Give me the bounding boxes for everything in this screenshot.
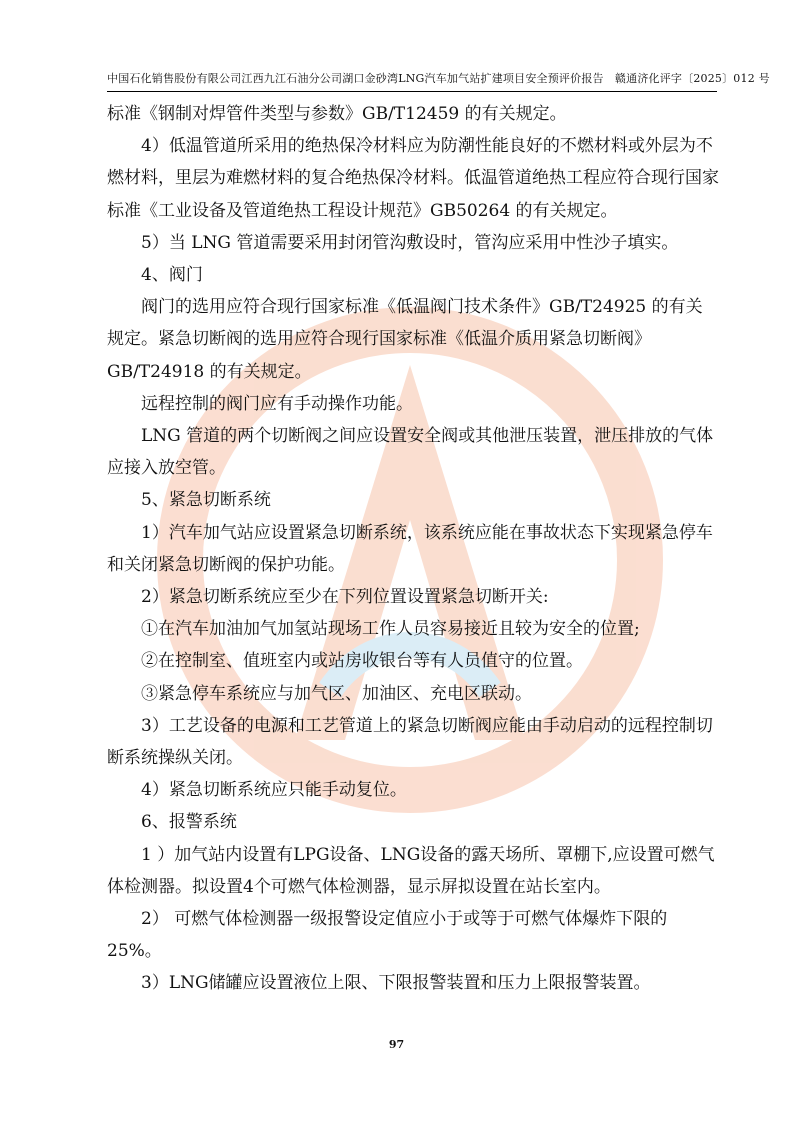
section-heading: 6、报警系统 [141, 812, 237, 833]
page-number: 97 [388, 1038, 405, 1051]
paragraph: 4）紧急切断系统应只能手动复位。 [141, 780, 407, 801]
paragraph: 2）紧急切断系统应至少在下列位置设置紧急切断开关: [141, 587, 549, 608]
paragraph: 3）工艺设备的电源和工艺管道上的紧急切断阀应能由手动启动的远程控制切断系统操纵关闭。 [107, 715, 713, 769]
document-header: 中国石化销售股份有限公司江西九江石油分公司湖口金砂湾LNG汽车加气站扩建项目安全预评价报告 赣通济化评字〔2025〕012 号 [107, 70, 717, 92]
paragraph: 阀门的选用应符合现行国家标准《低温阀门技术条件》GB/T24925 的有关规定。紧急切断阀的选用应符合现行国家标准《低温介质用紧急切断阀》GB/T24918 的有关规定。 [107, 297, 703, 382]
paragraph: 5）当 LNG 管道需要采用封闭管沟敷设时，管沟应采用中性沙子填实。 [141, 232, 679, 253]
paragraph: 远程控制的阀门应有手动操作功能。 [141, 393, 413, 414]
paragraph: 1）汽车加气站应设置紧急切断系统，该系统应能在事故状态下实现紧急停车和关闭紧急切断阀的保护功能。 [107, 522, 713, 575]
report-body [107, 98, 719, 1000]
list-item: ①在汽车加油加气加氢站现场工作人员容易接近且较为安全的位置; [141, 619, 640, 640]
section-heading: 5、紧急切断系统 [141, 490, 271, 511]
paragraph: LNG 管道的两个切断阀之间应设置安全阀或其他泄压装置，泄压排放的气体应接入放空管。 [107, 426, 714, 479]
list-item: ②在控制室、值班室内或站房收银台等有人员值守的位置。 [141, 651, 583, 672]
paragraph: 1 ）加气站内设置有LPG设备、LNG设备的露天场所、罩棚下,应设置可燃气体检测器。拟设置4个可燃气体检测器，显示屏拟设置在站长室内。 [107, 844, 715, 897]
paragraph: 4）低温管道所采用的绝热保冷材料应为防潮性能良好的不燃材料或外层为不燃材料，里层为难燃材料的复合绝热保冷材料。低温管道绝热工程应符合现行国家标准《工业设备及管道绝热工程设计规范》GB50264 的有关规定。 [107, 136, 719, 221]
section-heading: 4、阀门 [141, 265, 203, 286]
list-item: ③紧急停车系统应与加气区、加油区、充电区联动。 [141, 683, 532, 704]
paragraph: 3）LNG储罐应设置液位上限、下限报警装置和压力上限报警装置。 [141, 973, 651, 994]
paragraph: 标准《钢制对焊管件类型与参数》GB/T12459 的有关规定。 [107, 104, 567, 124]
paragraph: 2） 可燃气体检测器一级报警设定值应小于或等于可燃气体爆炸下限的25%。 [107, 909, 668, 962]
